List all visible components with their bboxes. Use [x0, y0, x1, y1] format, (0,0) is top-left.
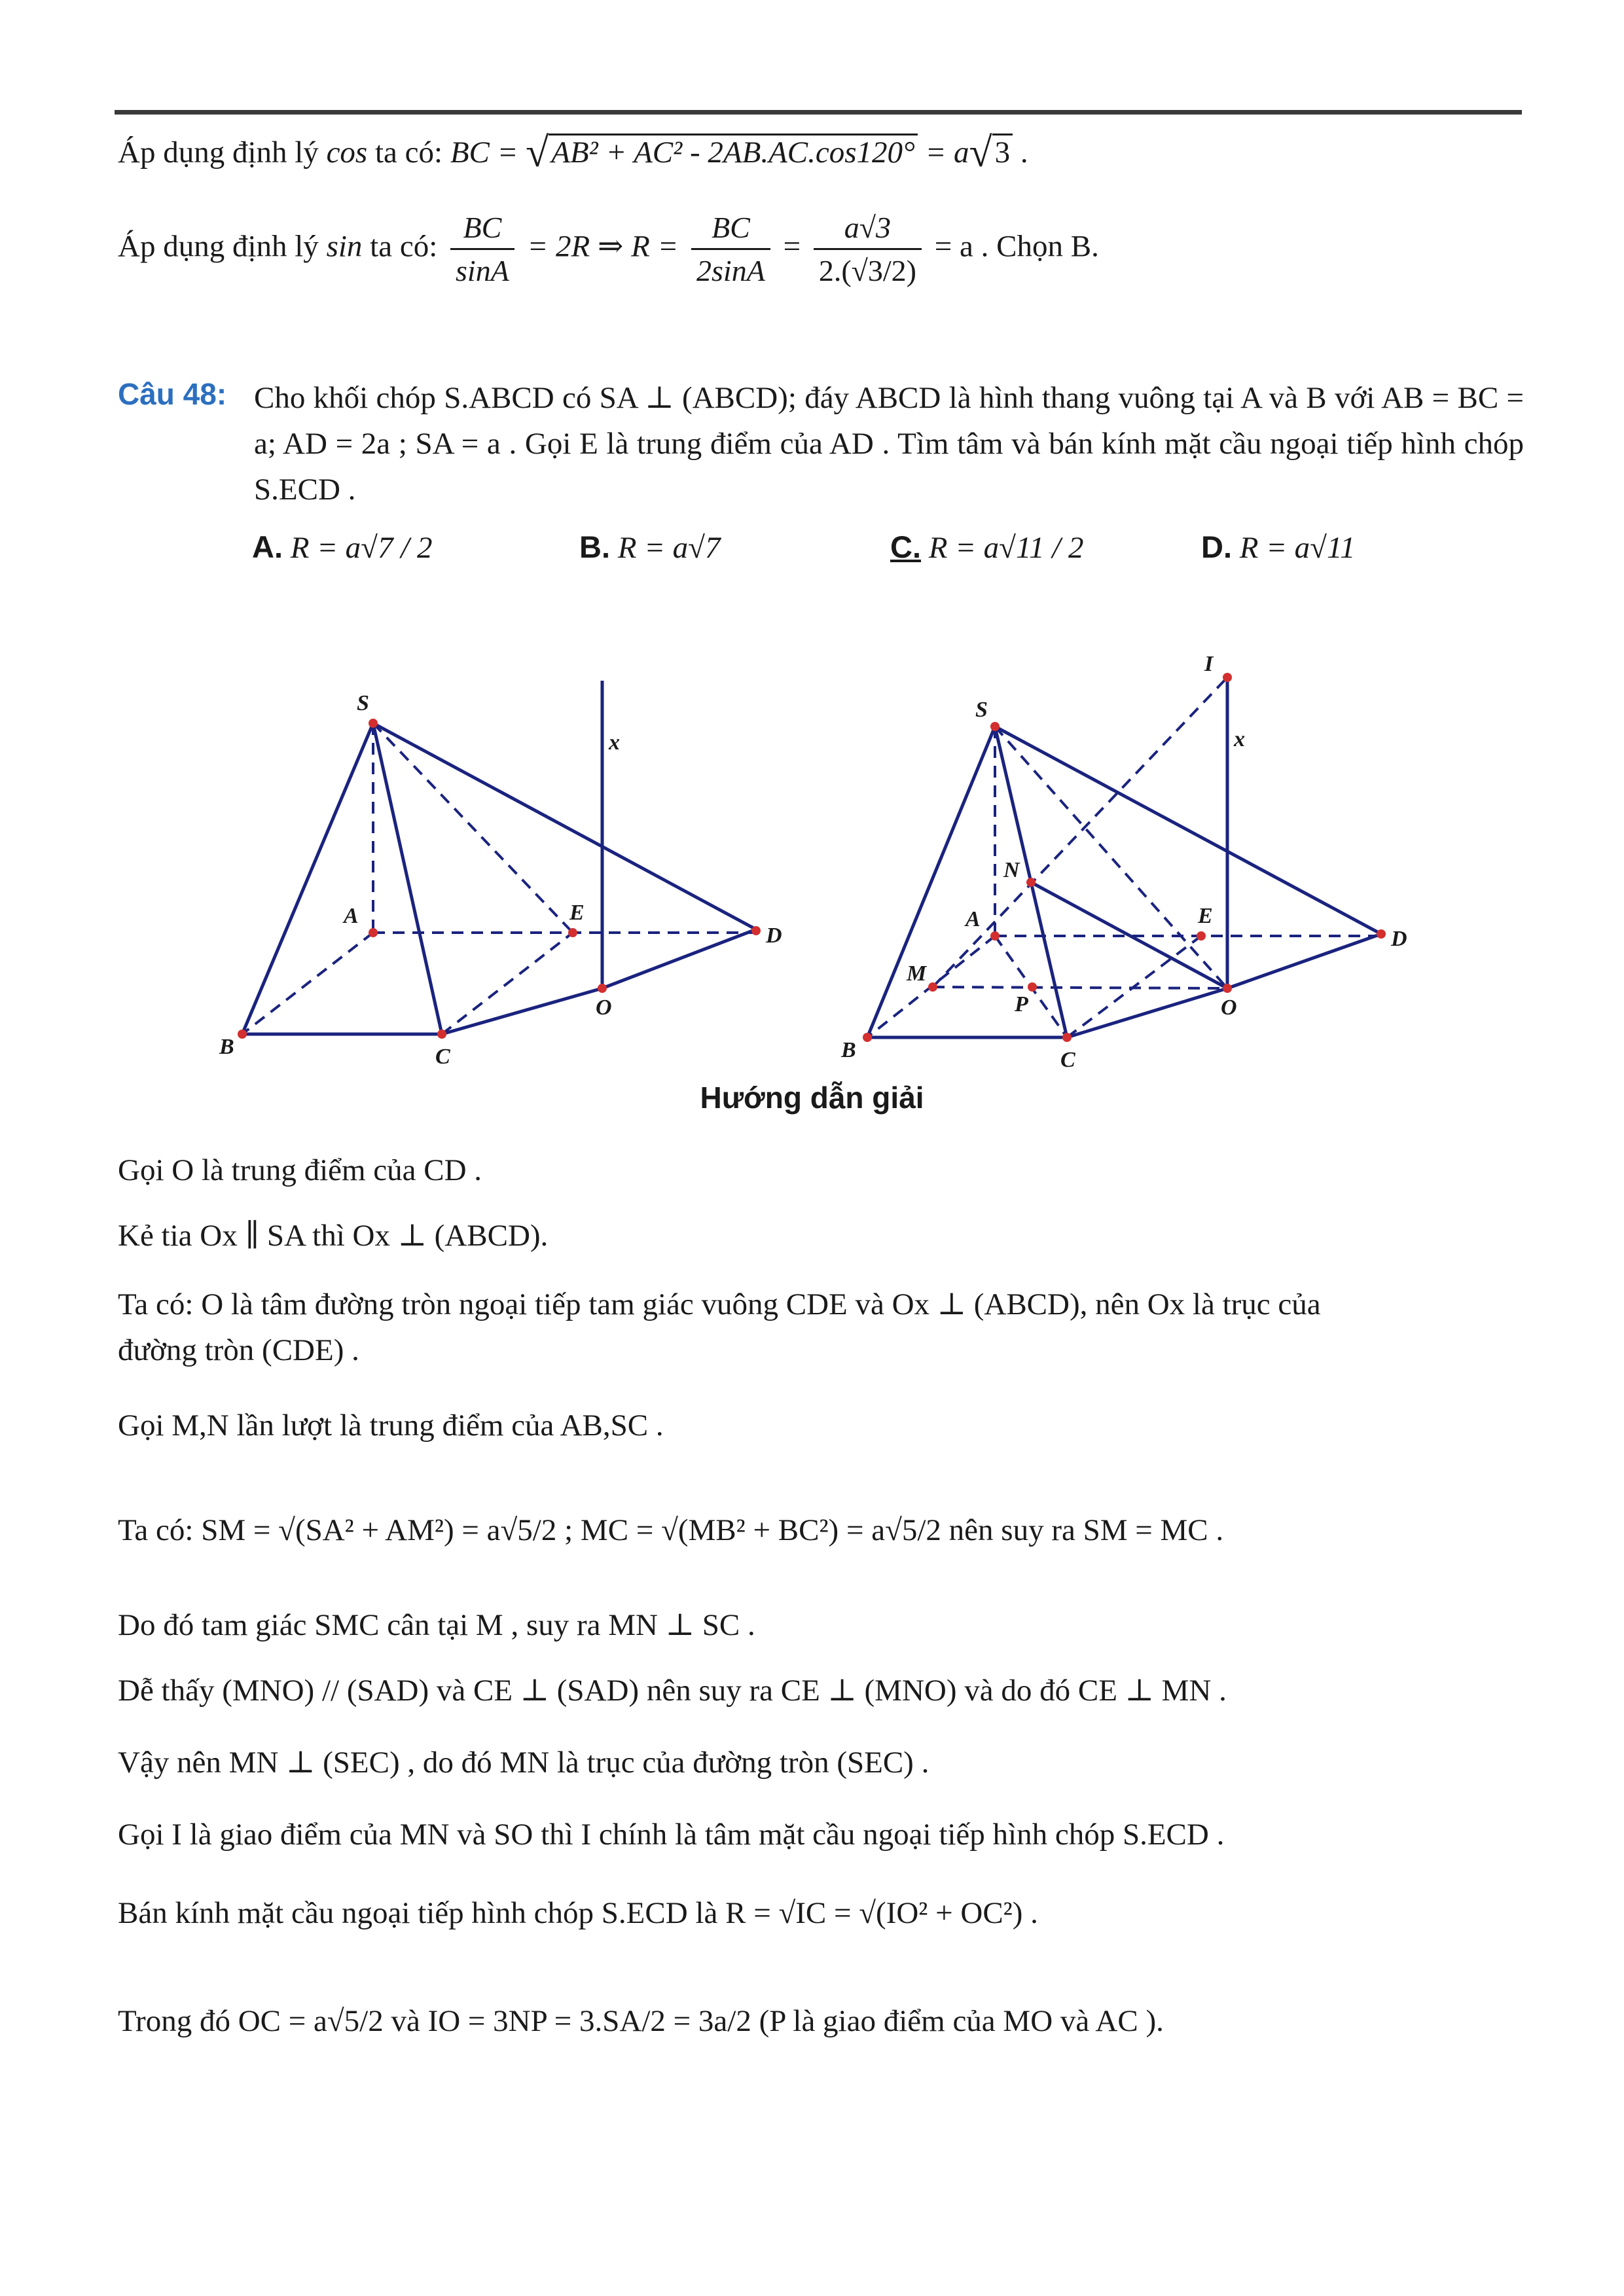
cos-rule-tail: ta có: — [367, 135, 450, 170]
cos-word: cos — [326, 135, 368, 170]
edge-sb — [242, 723, 373, 1034]
solution-line-12: Trong đó OC = a√5/2 và IO = 3NP = 3.SA/2 = 3a/2 (P là giao điểm của MO và AC ). — [118, 2004, 1164, 2038]
option-a-key: A. — [252, 529, 283, 564]
sin-rule-tail: ta có: — [362, 229, 446, 264]
label-right-o: O — [1221, 996, 1237, 1020]
option-d[interactable] — [1201, 529, 1355, 565]
option-c-expr: R = a√11 / 2 — [928, 531, 1084, 565]
sin-rule-mid1: = 2R ⇒ R = — [527, 229, 687, 264]
cos-rule-lead: Áp dụng định lý — [118, 135, 327, 170]
label-right-c: C — [1060, 1048, 1075, 1072]
point-a — [369, 928, 378, 937]
solution-line-8: Dễ thấy (MNO) // (SAD) và CE ⊥ (SAD) nên suy ra CE ⊥ (MNO) và do đó CE ⊥ MN . — [118, 1674, 1227, 1708]
bc-radical: √AB² + AC² - 2AB.AC.cos120° — [526, 128, 918, 178]
label-right-e: E — [1198, 904, 1213, 928]
label-left-b: B — [219, 1035, 234, 1059]
point-c — [437, 1030, 446, 1039]
r-point-n — [1026, 878, 1036, 887]
r-point-m — [928, 982, 937, 992]
frac-bc-2sina — [691, 209, 770, 289]
frac1-den: sinA — [450, 248, 514, 289]
option-d-key: D. — [1201, 529, 1232, 564]
solution-line-6: Ta có: SM = √(SA² + AM²) = a√5/2 ; MC = √(MB² + BC²) = a√5/2 nên suy ra SM = MC . — [118, 1513, 1224, 1547]
label-left-c: C — [435, 1045, 450, 1069]
frac2-num: BC — [712, 211, 750, 244]
r-point-b — [863, 1033, 872, 1042]
option-c[interactable] — [890, 529, 1084, 565]
r-point-i — [1223, 673, 1232, 682]
label-right-i: I — [1204, 652, 1214, 676]
bc-result: = a — [917, 135, 969, 170]
point-b — [238, 1030, 247, 1039]
frac2-den: 2sinA — [691, 248, 770, 289]
edge-sc — [373, 723, 442, 1034]
point-s — [369, 719, 378, 728]
label-left-s: S — [357, 691, 369, 715]
label-left-x: x — [609, 730, 620, 755]
label-right-x: x — [1234, 727, 1245, 751]
edge-se — [373, 723, 573, 933]
solution-line-2: Kẻ tia Ox ∥ SA thì Ox ⊥ (ABCD). — [118, 1219, 549, 1253]
point-e — [568, 928, 577, 937]
frac3-num: a√3 — [844, 211, 892, 244]
label-right-s: S — [975, 698, 988, 722]
option-b[interactable] — [579, 529, 720, 565]
solution-line-10: Gọi I là giao điểm của MN và SO thì I chính là tâm mặt cầu ngoại tiếp hình chóp S.ECD . — [118, 1818, 1225, 1852]
frac-bc-sina — [450, 209, 514, 289]
solution-line-9: Vậy nên MN ⊥ (SEC) , do đó MN là trục của đường tròn (SEC) . — [118, 1746, 929, 1780]
label-right-m: M — [907, 961, 927, 986]
question-label: Câu 48: — [118, 377, 227, 411]
sin-word: sin — [326, 229, 363, 264]
figure-left — [196, 655, 818, 1080]
r-point-c — [1062, 1033, 1072, 1042]
figure-right — [821, 648, 1470, 1080]
sin-rule-end: = a . Chọn B. — [934, 229, 1099, 264]
r-line-mi — [933, 677, 1227, 987]
frac3-den: 2.(√3/2) — [814, 248, 922, 289]
label-right-a: A — [965, 907, 981, 931]
sin-rule-mid2: = — [783, 229, 808, 264]
r-point-p — [1028, 982, 1037, 992]
label-right-n: N — [1003, 858, 1020, 882]
cos-rule-line — [118, 128, 1028, 178]
sin-rule-lead: Áp dụng định lý — [118, 229, 327, 264]
bc-expr: BC = — [450, 135, 526, 170]
r-point-s — [990, 722, 1000, 731]
label-left-a: A — [344, 904, 359, 928]
sqrt3-radicand: 3 — [992, 134, 1013, 170]
solution-line-11: Bán kính mặt cầu ngoại tiếp hình chóp S.ECD là R = √IC = √(IO² + OC²) . — [118, 1896, 1038, 1930]
option-a[interactable] — [252, 529, 433, 565]
r-segment-mo — [933, 987, 1227, 988]
r-point-a — [990, 931, 1000, 941]
frac1-num: BC — [463, 211, 502, 244]
r-point-d — [1377, 929, 1386, 939]
edge-ce — [442, 933, 573, 1034]
option-c-key: C. — [890, 529, 921, 564]
r-edge-so — [995, 726, 1227, 988]
point-d — [751, 926, 761, 935]
sin-rule-line — [118, 209, 1099, 289]
r-edge-co — [1067, 988, 1227, 1037]
solution-line-7: Do đó tam giác SMC cân tại M , suy ra MN ⊥ SC . — [118, 1608, 755, 1642]
option-b-expr: R = a√7 — [617, 531, 721, 565]
r-edge-od — [1227, 934, 1381, 988]
frac-a-sqrt3 — [814, 209, 922, 289]
option-d-expr: R = a√11 — [1239, 531, 1356, 565]
label-right-b: B — [841, 1038, 856, 1062]
label-right-d: D — [1391, 927, 1407, 951]
solution-line-4: đường tròn (CDE) . — [118, 1333, 359, 1367]
question-text: Cho khối chóp S.ABCD có SA ⊥ (ABCD); đáy ABCD là hình thang vuông tại A và B với AB = BC = a; AD = 2a ; SA = a . Gọi E là trung điểm của AD . Tìm tâm và bán kính mặt cầu ngoại tiếp hình chóp S.ECD . — [254, 381, 1524, 507]
label-left-e: E — [569, 901, 585, 925]
point-o — [598, 984, 607, 993]
option-b-key: B. — [579, 529, 610, 564]
sqrt3-radical: √3 — [969, 128, 1013, 178]
edge-co — [442, 988, 602, 1034]
solution-line-5: Gọi M,N lần lượt là trung điểm của AB,SC . — [118, 1408, 664, 1443]
label-left-o: O — [596, 996, 612, 1020]
bc-radicand: AB² + AC² - 2AB.AC.cos120° — [549, 134, 918, 170]
label-left-d: D — [766, 924, 782, 948]
solution-line-1: Gọi O là trung điểm của CD . — [118, 1153, 482, 1187]
label-right-p: P — [1015, 992, 1028, 1016]
r-edge-sd — [995, 726, 1381, 934]
solution-line-3: Ta có: O là tâm đường tròn ngoại tiếp tam giác vuông CDE và Ox ⊥ (ABCD), nên Ox là trục của — [118, 1287, 1321, 1321]
header-rule — [115, 110, 1522, 115]
option-a-expr: R = a√7 / 2 — [290, 531, 433, 565]
cos-rule-end: . — [1013, 135, 1028, 170]
solution-heading: Hướng dẫn giải — [700, 1081, 924, 1115]
r-point-e — [1197, 931, 1206, 941]
r-point-o — [1223, 984, 1232, 993]
edge-od — [602, 929, 756, 988]
edge-sd — [373, 723, 756, 929]
